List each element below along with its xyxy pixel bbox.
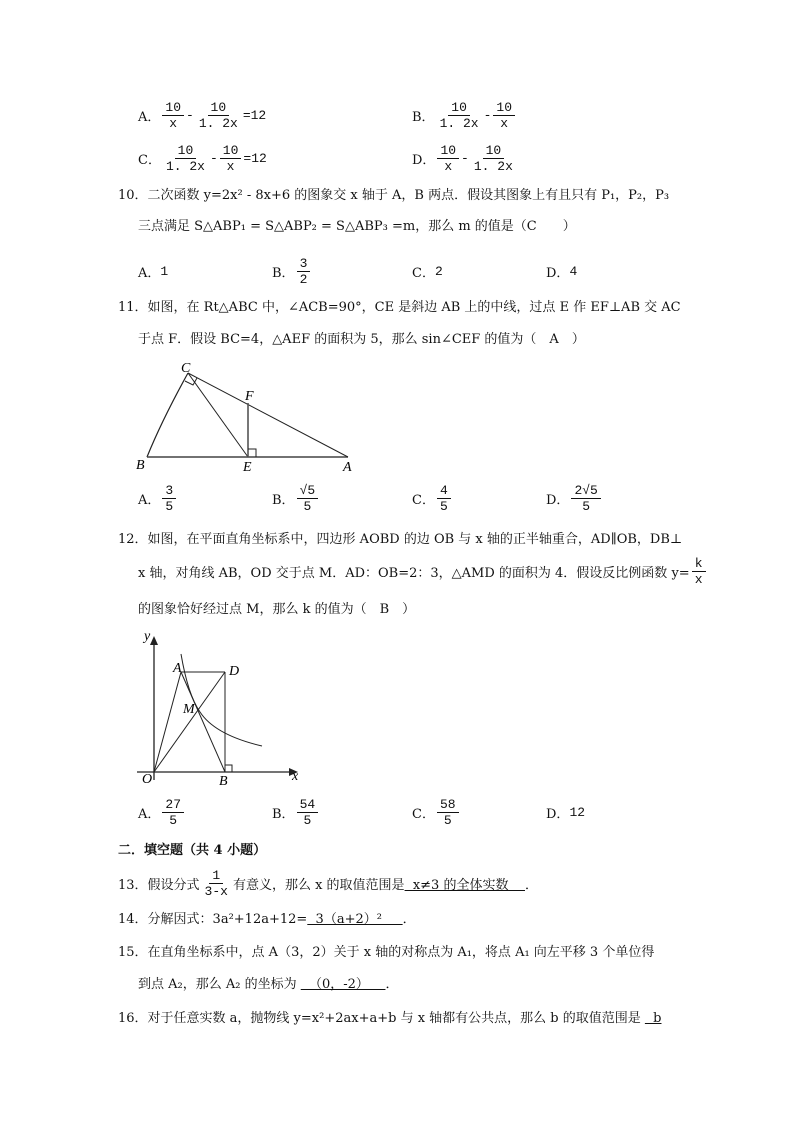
- numerator: 4: [437, 483, 451, 499]
- fraction: [437, 483, 451, 514]
- numerator: k: [692, 556, 706, 572]
- denominator: 1. 2x: [198, 116, 238, 131]
- q15-line1: 15．在直角坐标系中，点 A（3，2）关于 x 轴的对称点为 A₁，将点 A₁ 向左平移 3 个单位得: [118, 945, 655, 960]
- option-label: C．: [412, 493, 435, 508]
- fraction: [297, 797, 319, 828]
- q12-coordinate-figure: [137, 629, 299, 789]
- q11-stem-line2: 于点 F．假设 BC=4，△AEF 的面积为 5，那么 sin∠CEF 的值为（ A ）: [138, 332, 585, 347]
- option-label: D．: [546, 807, 570, 822]
- option-value: 12: [569, 805, 586, 820]
- answer-blank: 3（a+2）²: [307, 912, 403, 927]
- stem-end: ．: [402, 912, 416, 927]
- q11-stem-line1: 11．如图，在 Rt△ABC 中，∠ACB=90°，CE 是斜边 AB 上的中线，过点 E 作 EF⊥AB 交 AC: [118, 300, 681, 315]
- q11-option-c: [412, 483, 453, 514]
- fraction: [297, 483, 319, 514]
- answer-blank: x≠3 的全体实数: [404, 878, 525, 893]
- equation-tail: =12: [242, 108, 267, 123]
- option-label: C．: [412, 807, 435, 822]
- y-axis-arrow-icon: [150, 636, 158, 645]
- numerator: 10: [220, 143, 242, 159]
- denominator: x: [226, 159, 235, 174]
- numerator: 10: [175, 143, 197, 159]
- numerator: 10: [493, 100, 515, 116]
- q12-option-d: [546, 803, 585, 822]
- label-b: B: [219, 774, 228, 789]
- stem-text: 14．分解因式：3a²+12a+12=: [118, 912, 308, 927]
- label-x: x: [292, 769, 299, 784]
- option-label: D．: [412, 153, 436, 168]
- stem-text: x 轴，对角线 AB，OD 交于点 M．AD：OB=2：3，△AMD 的面积为 4．假设反比例函数 y=: [138, 566, 690, 581]
- denominator: 5: [303, 499, 312, 514]
- label-f: F: [245, 389, 254, 404]
- operator: -: [483, 108, 492, 123]
- denominator: 1. 2x: [165, 159, 205, 174]
- label-b: B: [136, 458, 145, 473]
- fraction: [437, 797, 459, 828]
- denominator: 5: [169, 813, 178, 828]
- q12-stem-line1: 12．如图，在平面直角坐标系中，四边形 AOBD 的边 OB 与 x 轴的正半轴重合，AD∥OB，DB⊥: [118, 532, 683, 547]
- numerator: 2√5: [571, 483, 600, 499]
- numerator: 10: [162, 100, 184, 116]
- answer-blank: （0，-2）: [300, 977, 386, 992]
- stem-text: 16．对于任意实数 a，抛物线 y=x²+2ax+a+b 与 x 轴都有公共点，那么 b 的取值范围是: [118, 1011, 645, 1026]
- numerator: 1: [209, 868, 223, 884]
- denominator: x: [444, 159, 453, 174]
- q12-option-b: [272, 797, 320, 828]
- side-ac: [188, 373, 348, 457]
- numerator: 10: [448, 100, 470, 116]
- option-value: 4: [569, 264, 578, 279]
- option-label: D．: [546, 266, 570, 281]
- label-d: D: [229, 664, 240, 679]
- option-label: A．: [138, 493, 161, 508]
- numerator: 58: [437, 797, 459, 813]
- numerator: 27: [162, 797, 184, 813]
- q11-option-b: [272, 483, 320, 514]
- stem-end: ．: [385, 977, 399, 992]
- denominator: 1. 2x: [439, 116, 479, 131]
- numerator: 3: [162, 483, 176, 499]
- option-label: A．: [138, 807, 161, 822]
- label-y: y: [144, 629, 151, 644]
- label-a: A: [343, 460, 352, 475]
- section-title: 二．填空题（共 4 小题）: [118, 843, 267, 858]
- right-angle-mark-b: [225, 765, 232, 772]
- denominator: 1. 2x: [473, 159, 513, 174]
- fraction: [571, 483, 600, 514]
- q12-stem-line2: [138, 556, 708, 587]
- denominator: x: [169, 116, 178, 131]
- numerator: 3: [297, 256, 311, 272]
- option-label: C．: [412, 266, 435, 281]
- numerator: 54: [297, 797, 319, 813]
- q12-stem-line3: 的图象恰好经过点 M，那么 k 的值为（ B ）: [138, 602, 416, 617]
- numerator: 10: [483, 143, 505, 159]
- q16: [118, 1010, 661, 1028]
- label-e: E: [243, 460, 252, 475]
- operator: -: [209, 151, 218, 166]
- fraction: [202, 868, 231, 899]
- numerator: √5: [297, 483, 319, 499]
- option-value: 1: [160, 264, 169, 279]
- denominator: 5: [165, 499, 174, 514]
- label-m: M: [183, 702, 195, 717]
- hyperbola-curve: [181, 654, 262, 746]
- diagonal-od: [154, 672, 225, 772]
- label-a: A: [173, 661, 182, 676]
- diagonal-ab: [181, 672, 225, 772]
- denominator: 3-x: [204, 884, 228, 899]
- fraction: [162, 797, 184, 828]
- denominator: 5: [443, 813, 452, 828]
- option-label: A．: [138, 110, 161, 125]
- stem-end: ．: [524, 878, 538, 893]
- fraction: [692, 556, 706, 587]
- q12-option-a: [138, 797, 186, 828]
- denominator: x: [500, 116, 509, 131]
- denominator: 5: [439, 499, 448, 514]
- option-label: C．: [138, 153, 161, 168]
- right-angle-mark-c: [185, 378, 197, 385]
- q10-stem-line2: 三点满足 S△ABP₁ = S△ABP₂ = S△ABP₃ =m，那么 m 的值是（C ）: [138, 219, 576, 234]
- option-label: D．: [546, 493, 570, 508]
- option-value: 2: [434, 264, 443, 279]
- label-c: C: [181, 361, 191, 376]
- numerator: 10: [437, 143, 459, 159]
- median-ce: [188, 373, 248, 457]
- q15-line2: [138, 976, 398, 994]
- right-angle-mark-e: [248, 449, 256, 457]
- side-bc: [147, 373, 188, 457]
- option-label: B．: [272, 807, 295, 822]
- equation-tail: =12: [243, 151, 267, 166]
- answer-blank: b: [644, 1011, 662, 1026]
- q14: [118, 911, 416, 929]
- q13: [118, 868, 538, 899]
- q12-option-c: [412, 797, 461, 828]
- option-label: B．: [412, 110, 435, 125]
- numerator: 10: [208, 100, 230, 116]
- operator: -: [186, 108, 194, 123]
- q10-stem-line1: 10．二次函数 y=2x² - 8x+6 的图象交 x 轴于 A，B 两点．假设其图象上有且只有 P₁，P₂，P₃: [118, 188, 670, 203]
- stem-text: 到点 A₂，那么 A₂ 的坐标为: [138, 977, 301, 992]
- q11-option-a: [138, 483, 178, 514]
- operator: -: [461, 151, 469, 166]
- option-label: A．: [138, 266, 161, 281]
- fraction: [162, 483, 176, 514]
- denominator: 5: [303, 813, 312, 828]
- option-label: B．: [272, 266, 295, 281]
- denominator: x: [694, 572, 703, 587]
- segment-oa: [154, 672, 181, 772]
- option-label: B．: [272, 493, 295, 508]
- denominator: 5: [582, 499, 591, 514]
- label-o: O: [142, 772, 153, 787]
- denominator: 2: [299, 272, 308, 287]
- stem-text: 13．假设分式: [118, 878, 200, 893]
- q11-option-d: [546, 483, 603, 514]
- stem-text: 有意义，那么 x 的取值范围是: [232, 878, 405, 893]
